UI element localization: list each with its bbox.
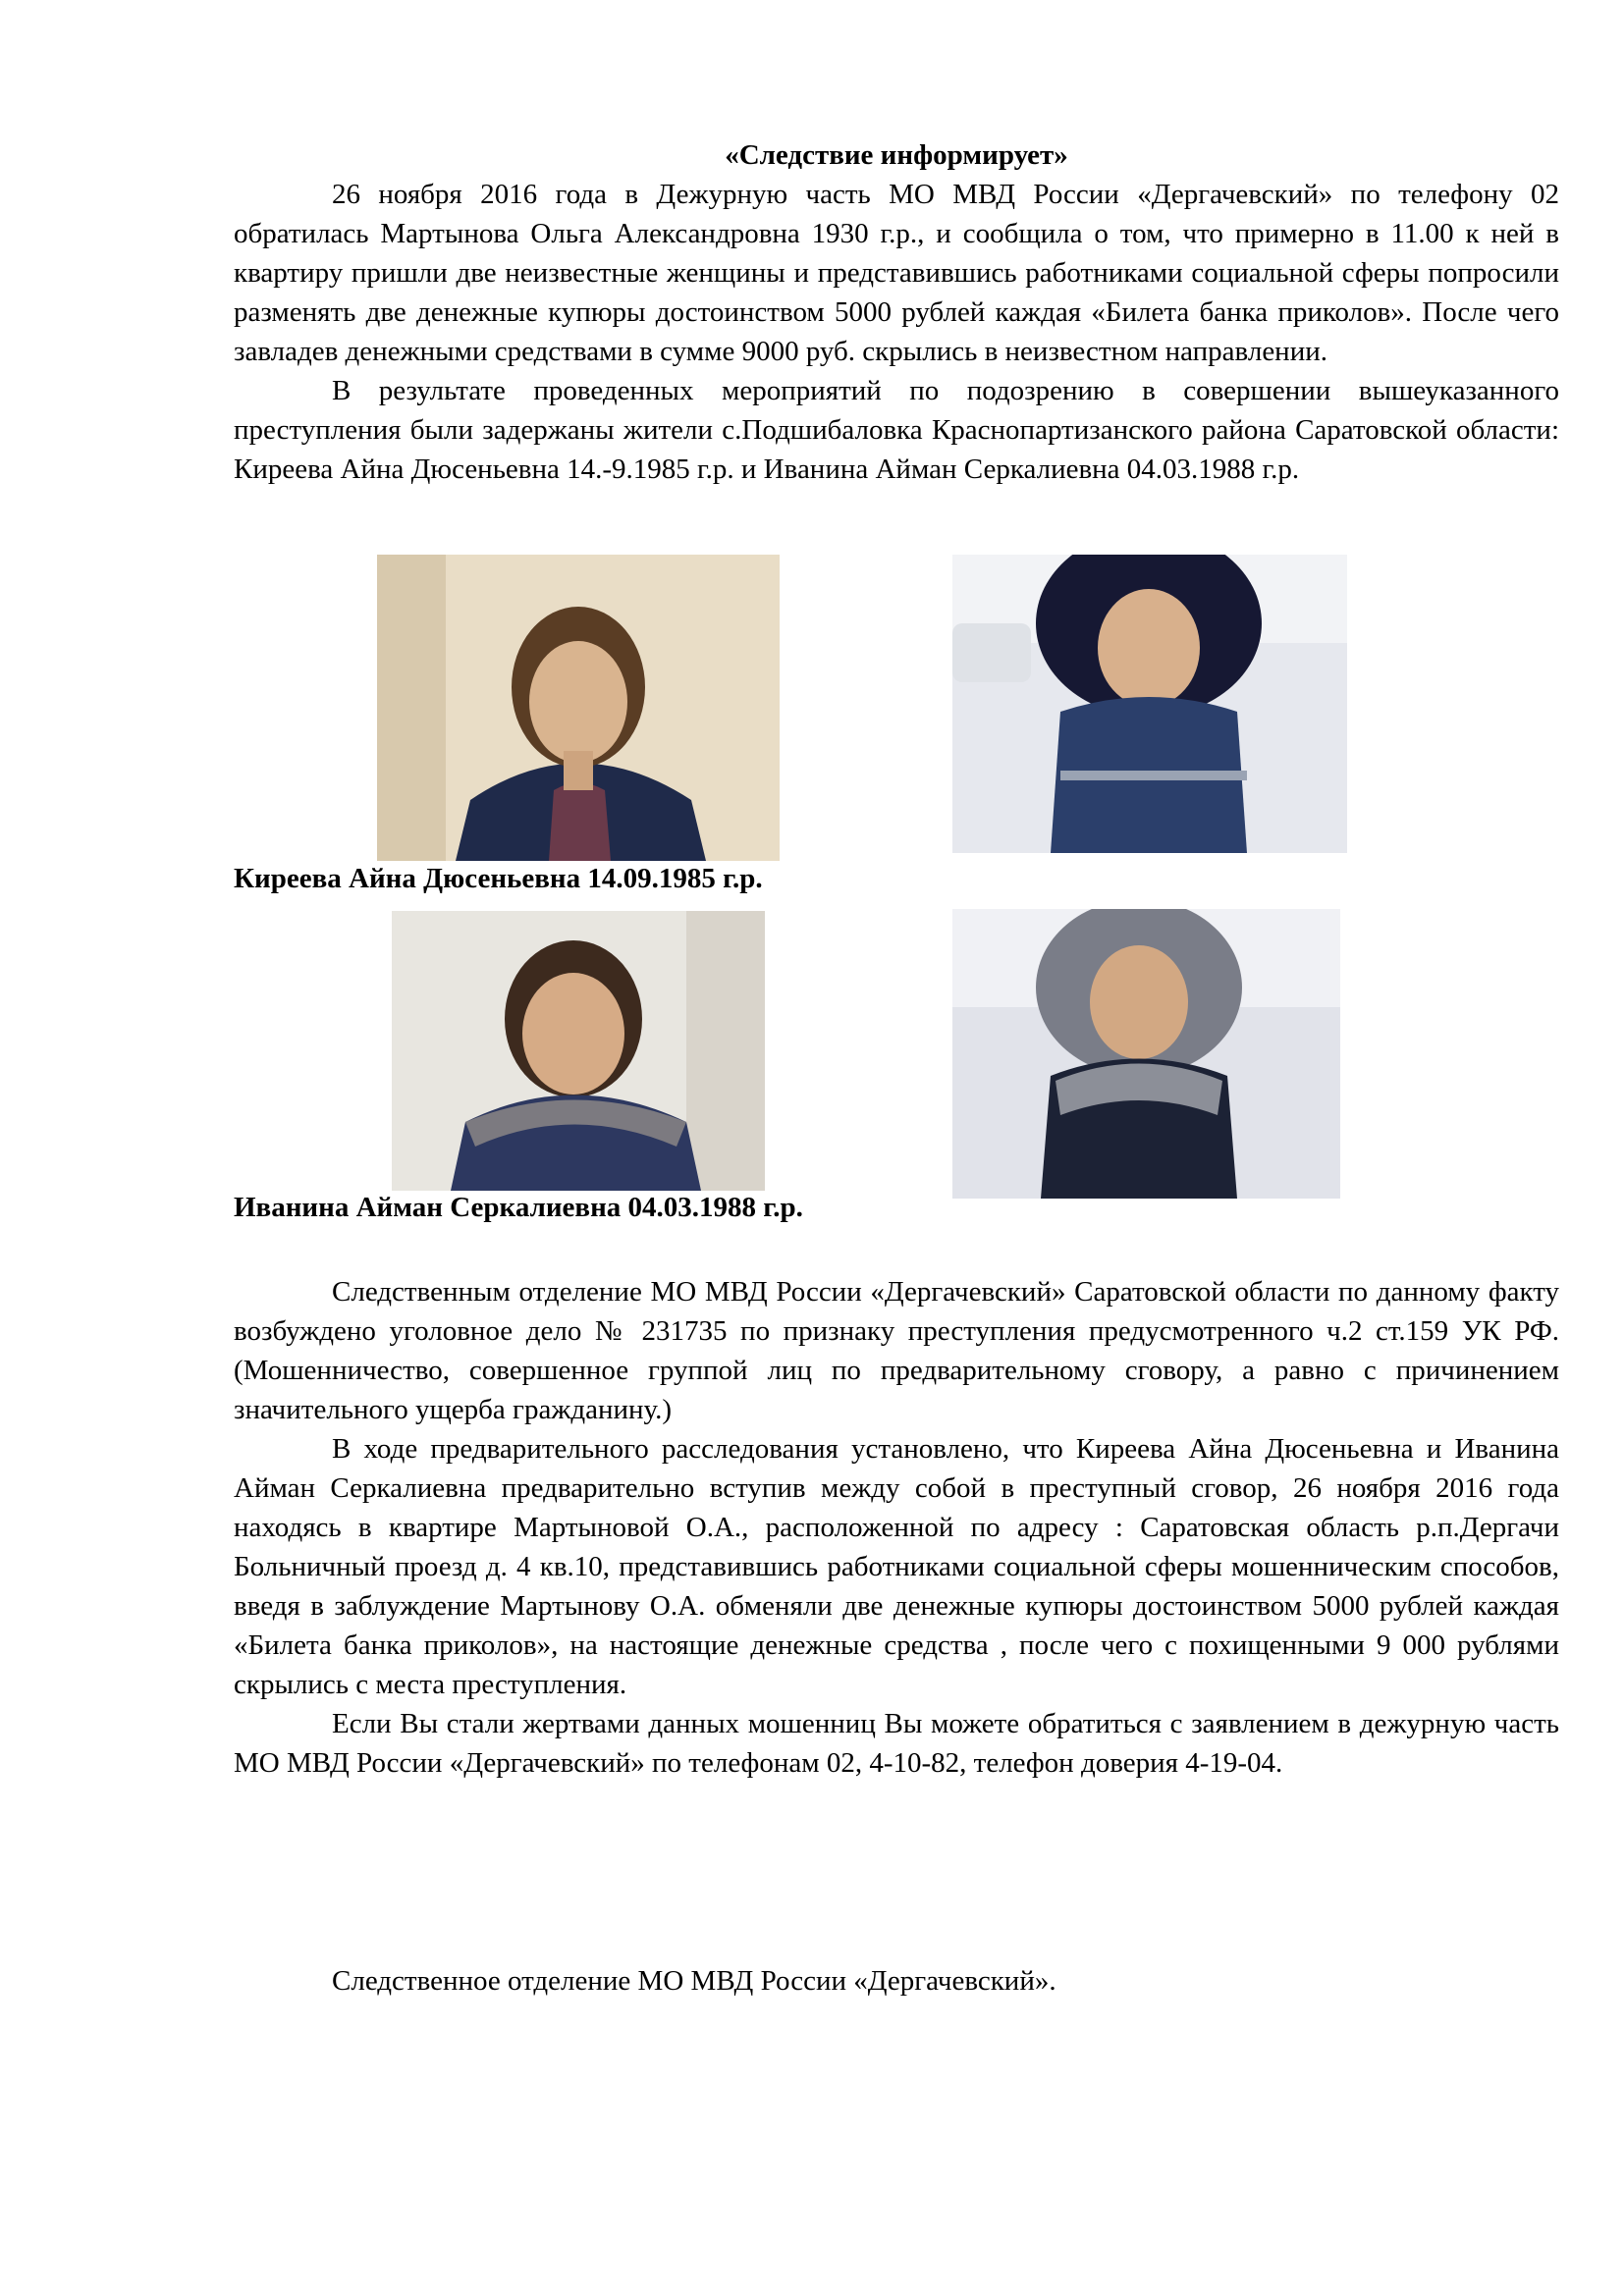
paragraph: Если Вы стали жертвами данных мошенниц Вы можете обратиться с заявлением в дежурную часть МО МВД России «Дергачевский» по телефонам 02, 4-10-82, телефон доверия 4-19-04. <box>234 1708 1559 1779</box>
suspect-1-photo-outdoor <box>952 555 1347 853</box>
paragraph: 26 ноября 2016 года в Дежурную часть МО МВД России «Дергачевский» по телефону 02 обратилась Мартынова Ольга Александровна 1930 г.р., и сообщила о том, что примерно в 11.00 к ней в квартиру пришли две неизвестные женщины и представившись работниками социальной сферы попросили разменять две денежные купюры достоинством 5000 рублей каждая «Билета банка приколов». После чего завладев денежными средствами в сумме 9000 руб. скрылись в неизвестном направлении. <box>234 179 1559 367</box>
paragraph: Следственным отделение МО МВД России «Дергачевский» Саратовской области по данному факту возбуждено уголовное дело № 231735 по признаку преступления предусмотренного ч.2 ст.159 УК РФ. (Мошенничество, совершенное группой лиц по предварительному сговору, а равно с причинением значительного ущерба гражданину.) <box>234 1276 1559 1425</box>
suspect-2-caption: Иванина Айман Серкалиевна 04.03.1988 г.р. <box>234 1192 803 1223</box>
intro-section <box>234 175 1559 489</box>
signature: Следственное отделение МО МВД России «Дергачевский». <box>332 1965 1056 1997</box>
paragraph: В результате проведенных мероприятий по подозрению в совершении вышеуказанного преступления были задержаны жители с.Подшибаловка Краснопартизанского района Саратовской области: Киреева Айна Дюсеньевна 14.-9.1985 г.р. и Иванина Айман Серкалиевна 04.03.1988 г.р. <box>234 375 1559 485</box>
suspect-1-photo-indoor <box>377 555 780 861</box>
case-section <box>234 1272 1559 1783</box>
suspect-1-caption: Киреева Айна Дюсеньевна 14.09.1985 г.р. <box>234 863 763 894</box>
document-title: «Следствие информирует» <box>725 139 1068 171</box>
suspect-2-photo-indoor <box>392 911 765 1191</box>
suspect-2-photo-outdoor <box>952 909 1340 1199</box>
paragraph: В ходе предварительного расследования установлено, что Киреева Айна Дюсеньевна и Иванина Айман Серкалиевна предварительно вступив между собой в преступный сговор, 26 ноября 2016 года находясь в квартире Мартыновой О.А., расположенной по адресу : Саратовская область р.п.Дергачи Больничный проезд д. 4 кв.10, представившись работниками социальной сферы мошенническим способов, введя в заблуждение Мартынову О.А. обменяли две денежные купюры достоинством 5000 рублей каждая «Билета банка приколов», на настоящие денежные средства , после чего с похищенными 9 000 рублями скрылись с места преступления. <box>234 1433 1559 1700</box>
